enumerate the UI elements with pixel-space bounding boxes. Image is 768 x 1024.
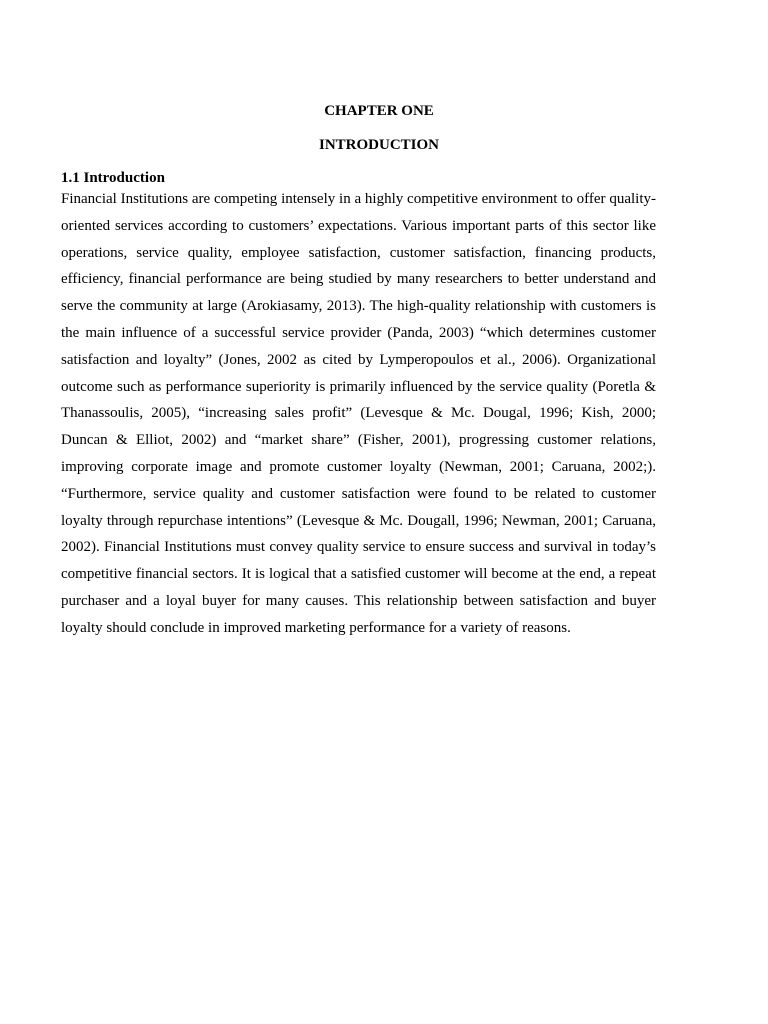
body-paragraph: Financial Institutions are competing intensely in a highly competitive environment to offer quality-oriented services according to customers’ expectations. Various important parts of this sector like operations, service quality, employee satisfaction, customer satisfaction, financing products, efficiency, financial performance are being studied by many researchers to better understand and serve the community at large (Arokiasamy, 2013). The high-quality relationship with customers is the main influence of a successful service provider (Panda, 2003) “which determines customer satisfaction and loyalty” (Jones, 2002 as cited by Lymperopoulos et al., 2006). Organizational outcome such as performance superiority is primarily influenced by the service quality (Poretla & Thanassoulis, 2005), “increasing sales profit” (Levesque & Mc. Dougal, 1996; Kish, 2000; Duncan & Elliot, 2002) and “market share” (Fisher, 2001), progressing customer relations, improving corporate image and promote customer loyalty (Newman, 2001; Caruana, 2002;). “Furthermore, service quality and customer satisfaction were found to be related to customer loyalty through repurchase intentions” (Levesque & Mc. Dougall, 1996; Newman, 2001; Caruana, 2002). Financial Institutions must convey quality service to ensure success and survival in today’s competitive financial sectors. It is logical that a satisfied customer will become at the end, a repeat purchaser and a loyal buyer for many causes. This relationship between satisfaction and buyer loyalty should conclude in improved marketing performance for a variety of reasons.	[61, 191, 656, 636]
chapter-title: CHAPTER ONE	[324, 103, 434, 119]
section-heading: 1.1 Introduction	[61, 170, 165, 186]
chapter-subtitle: INTRODUCTION	[318, 137, 439, 153]
